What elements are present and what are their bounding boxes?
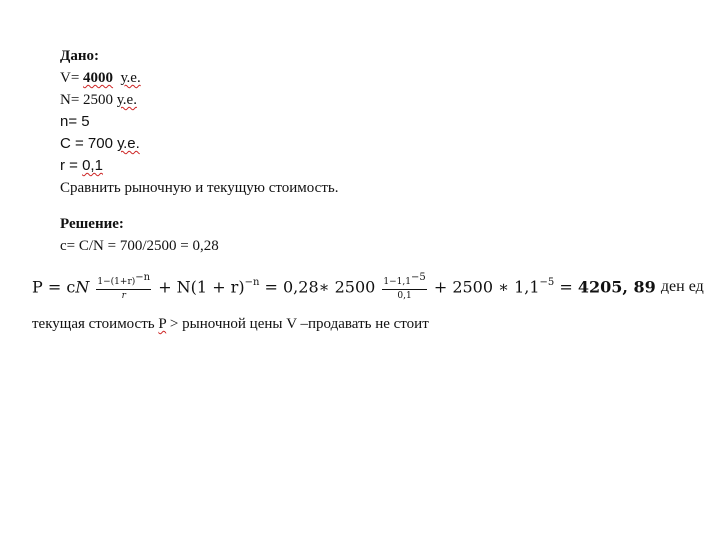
given-v-unit: у.е.	[120, 70, 141, 86]
given-c-unit: у.е.	[117, 135, 140, 152]
given-r-line	[60, 157, 103, 175]
solution-heading: Решение:	[60, 216, 124, 232]
conclusion-before: текущая стоимость	[32, 316, 159, 332]
formula-term3: + 2500 ∗ 1,1	[433, 277, 540, 297]
conclusion-line	[32, 315, 429, 333]
formula-term2-exp: −n	[244, 277, 260, 289]
given-r-prefix: r =	[60, 157, 83, 174]
formula	[32, 272, 712, 312]
given-r-value: 0,1	[82, 157, 103, 174]
given-heading: Дано:	[60, 48, 99, 64]
conclusion-after: > рыночной цены V –продавать не стоит	[166, 316, 429, 332]
conclusion-p: P	[158, 316, 167, 332]
formula-frac2-num: 1−1,1	[383, 277, 411, 287]
given-c-line	[60, 135, 140, 153]
formula-term3-exp: −5	[539, 277, 555, 289]
formula-frac1-num-exp: −n	[135, 272, 151, 283]
formula-eq2: =	[559, 277, 573, 297]
formula-eq1: = 0,28∗ 2500	[264, 277, 376, 297]
formula-fraction-2	[382, 272, 426, 302]
formula-result: 4205, 89	[577, 277, 656, 297]
formula-N: N	[75, 277, 90, 297]
given-task: Сравнить рыночную и текущую стоимость.	[60, 180, 339, 196]
given-v-value: 4000	[83, 70, 114, 86]
formula-term2: + N(1 + r)	[158, 277, 245, 297]
formula-fraction-1	[96, 272, 151, 302]
given-periods-line: n= 5	[60, 113, 90, 130]
formula-frac2-num-exp: −5	[410, 272, 426, 283]
formula-unit: ден ед	[660, 278, 704, 295]
formula-frac2-den: 0,1	[397, 291, 412, 301]
formula-frac1-den: r	[121, 291, 126, 301]
formula-lhs: P = c	[32, 277, 76, 297]
given-v-prefix: V=	[60, 70, 84, 86]
formula-frac1-num: 1−(1+r)	[97, 277, 136, 287]
given-v-line	[60, 69, 141, 87]
solution-c-calc: c= C/N = 700/2500 = 0,28	[60, 238, 219, 254]
given-n-prefix: N= 2500	[60, 92, 117, 108]
given-n-line	[60, 91, 137, 109]
given-n-unit: у.е.	[116, 92, 137, 108]
given-c-prefix: C = 700	[60, 135, 118, 152]
